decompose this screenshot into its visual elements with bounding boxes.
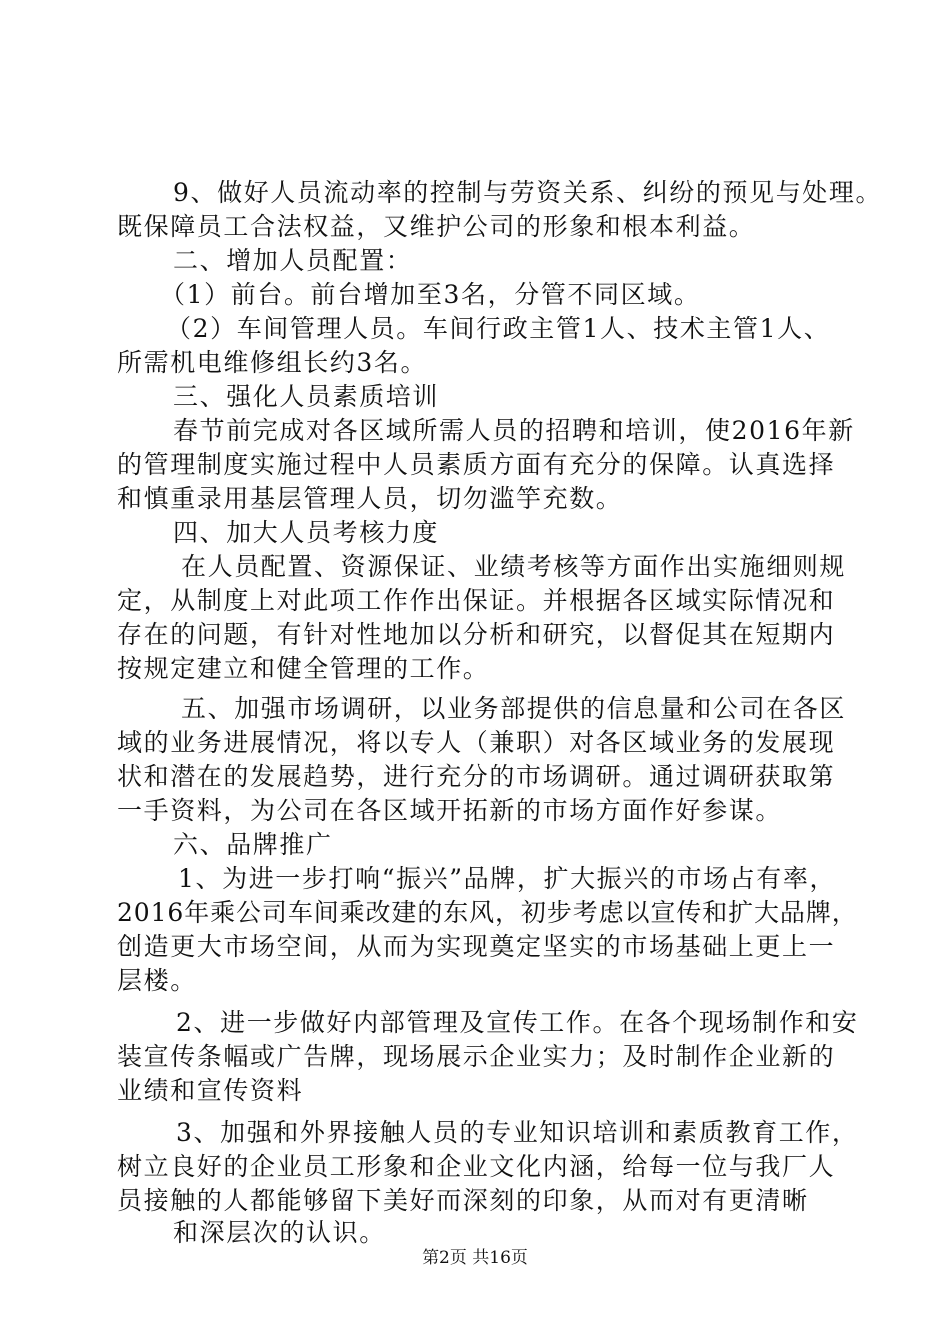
section-heading: 三、强化人员素质培训 [173,382,440,411]
paragraph-line: 和慎重录用基层管理人员，切勿滥竽充数。 [117,484,623,513]
section-heading: 四、加大人员考核力度 [173,518,440,547]
paragraph-line: 所需机电维修组长约3名。 [117,348,428,377]
paragraph-line: 2、进一步做好内部管理及宣传工作。在各个现场制作和安 [176,1008,859,1037]
paragraph-line: 一手资料，为公司在各区域开拓新的市场方面作好参谋。 [117,796,783,825]
paragraph-line: 创造更大市场空间，从而为实现奠定坚实的市场基础上更上一 [117,932,836,961]
paragraph-line: 域的业务进展情况，将以专人（兼职）对各区域业务的发展现 [117,728,836,757]
paragraph-line: 春节前完成对各区域所需人员的招聘和培训，使2016年新 [173,416,855,445]
paragraph-line: 业绩和宣传资料 [117,1076,304,1105]
paragraph-line: 装宣传条幅或广告牌，现场展示企业实力；及时制作企业新的 [117,1042,836,1071]
paragraph-line: 和深层次的认识。 [173,1218,386,1247]
paragraph-line: 状和潜在的发展趋势，进行充分的市场调研。通过调研获取第 [117,762,836,791]
paragraph-line: 3、加强和外界接触人员的专业知识培训和素质教育工作， [176,1118,859,1147]
paragraph-line: （1）前台。前台增加至3名，分管不同区域。 [160,280,701,309]
paragraph-line: 9、做好人员流动率的控制与劳资关系、纠纷的预见与处理。 [173,178,883,207]
paragraph-line: 在人员配置、资源保证、业绩考核等方面作出实施细则规 [181,552,847,581]
paragraph-line: 的管理制度实施过程中人员素质方面有充分的保障。认真选择 [117,450,836,479]
paragraph-line: （2）车间管理人员。车间行政主管1人、技术主管1人、 [166,314,831,343]
paragraph-line: 1、为进一步打响“振兴”品牌，扩大振兴的市场占有率， [178,864,837,893]
paragraph-line: 既保障员工合法权益，又维护公司的形象和根本利益。 [117,212,756,241]
paragraph-line: 定，从制度上对此项工作作出保证。并根据各区域实际情况和 [117,586,836,615]
paragraph-line: 员接触的人都能够留下美好而深刻的印象，从而对有更清晰 [117,1186,809,1215]
paragraph-line: 按规定建立和健全管理的工作。 [117,654,490,683]
paragraph-line: 存在的问题，有针对性地加以分析和研究，以督促其在短期内 [117,620,836,649]
page-number-footer: 第2页 共16页 [422,1248,528,1268]
paragraph-line: 五、加强市场调研，以业务部提供的信息量和公司在各区 [181,694,847,723]
paragraph-line: 层楼。 [117,966,197,995]
paragraph-line: 树立良好的企业员工形象和企业文化内涵，给每一位与我厂人 [117,1152,836,1181]
paragraph-line: 2016年乘公司车间乘改建的东风，初步考虑以宣传和扩大品牌， [117,898,858,927]
section-heading: 二、增加人员配置： [173,246,413,275]
section-heading: 六、品牌推广 [173,830,333,859]
